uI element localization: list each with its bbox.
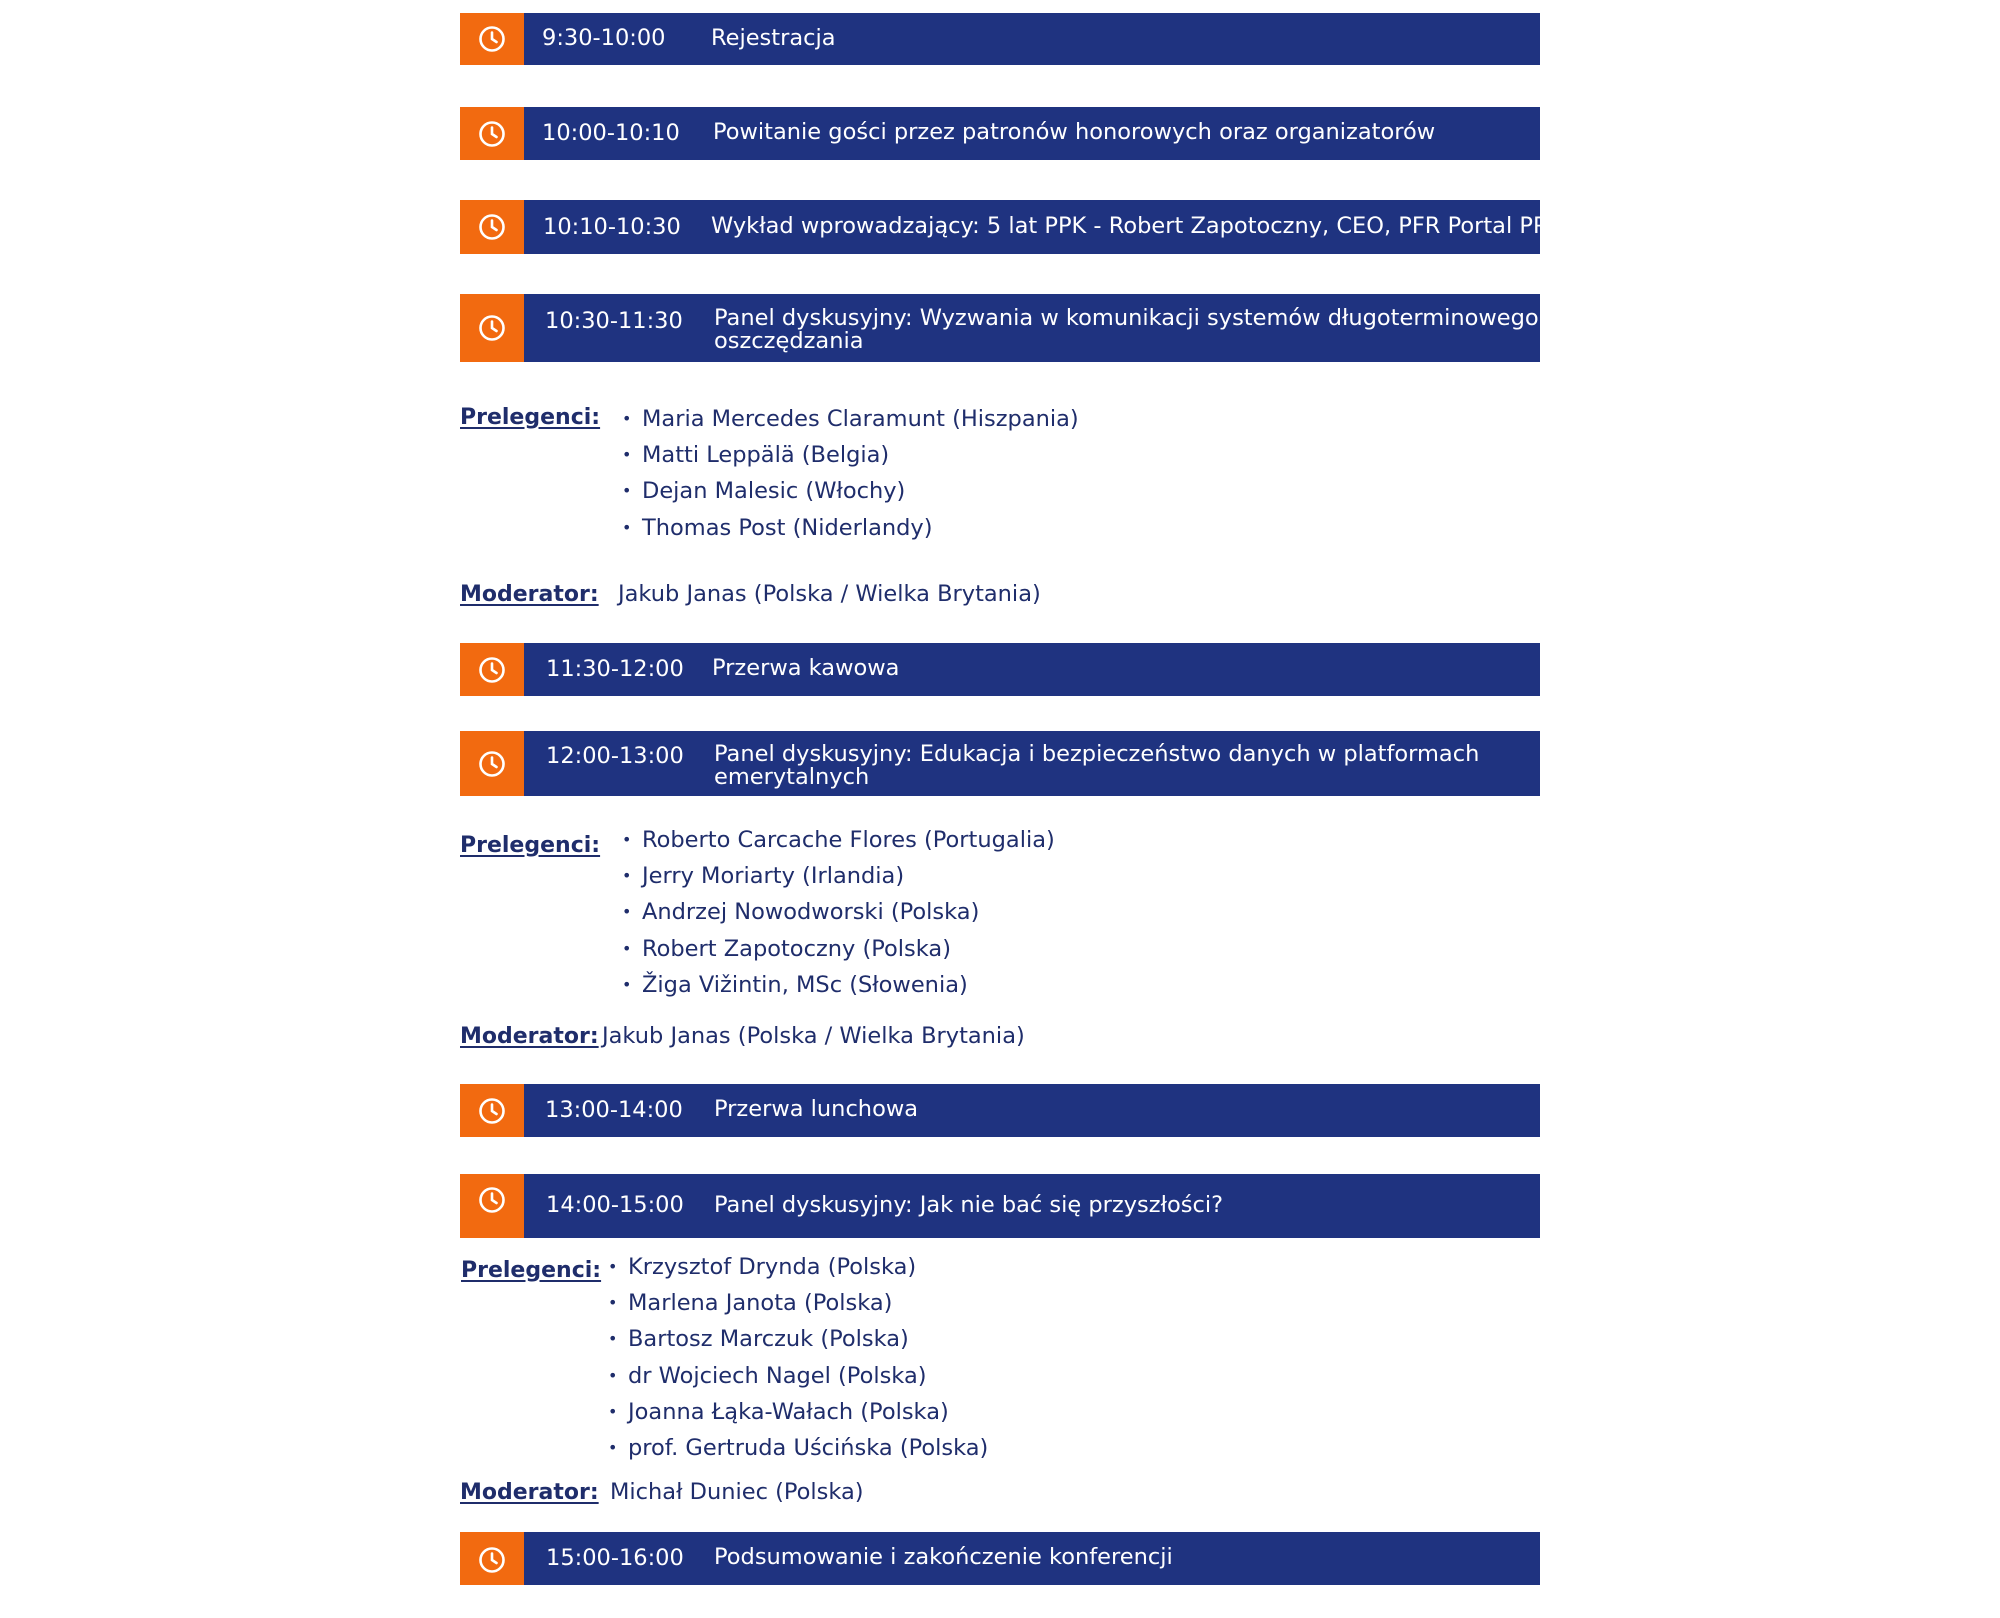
agenda-title: Przerwa kawowa (712, 655, 900, 681)
list-item: • prof. Gertruda Uścińska (Polska) (608, 1434, 989, 1461)
clock-icon (478, 750, 506, 778)
clock-icon (478, 25, 506, 53)
agenda-title: Rejestracja (711, 25, 836, 51)
moderator-label: Moderator: (460, 582, 599, 607)
agenda-time: 13:00-14:00 (545, 1097, 683, 1123)
clock-icon (478, 1186, 506, 1214)
speakers-list-panel-1 (622, 401, 1079, 546)
list-item: • Robert Zapotoczny (Polska) (622, 935, 951, 962)
agenda-time: 10:00-10:10 (542, 120, 680, 146)
moderator-name: Jakub Janas (Polska / Wielka Brytania) (602, 1023, 1025, 1049)
speakers-label: Prelegenci: (460, 833, 601, 858)
agenda-time: 9:30-10:00 (542, 25, 666, 51)
clock-icon (478, 1097, 506, 1125)
speakers-label: Prelegenci: (460, 405, 601, 430)
list-item: • Andrzej Nowodworski (Polska) (622, 899, 980, 926)
list-item: • Marlena Janota (Polska) (608, 1290, 893, 1317)
agenda-time: 12:00-13:00 (546, 743, 684, 769)
list-item: • Bartosz Marczuk (Polska) (608, 1326, 909, 1353)
moderator-name: Jakub Janas (Polska / Wielka Brytania) (618, 581, 1041, 607)
moderator-name: Michał Duniec (Polska) (610, 1479, 864, 1505)
list-item: • Roberto Carcache Flores (Portugalia) (622, 827, 1055, 853)
agenda-time: 15:00-16:00 (546, 1545, 684, 1571)
list-item: • Maria Mercedes Claramunt (Hiszpania) (622, 406, 1079, 432)
agenda-item-panel-3 (460, 1174, 1540, 1238)
agenda-title-line-1: Panel dyskusyjny: Wyzwania w komunikacji systemów długoterminowego (714, 305, 1539, 331)
agenda-item-lunch-break (460, 1084, 1540, 1137)
speakers-list-panel-3 (608, 1249, 988, 1466)
agenda-item-panel-2 (460, 731, 1540, 796)
agenda-item-panel-1 (460, 294, 1540, 362)
agenda-title: Powitanie gości przez patronów honorowych oraz organizatorów (713, 119, 1436, 145)
moderator-label: Moderator: (460, 1480, 599, 1505)
agenda-item-keynote (460, 200, 1562, 254)
agenda-title-line-2: oszczędzania (714, 328, 864, 354)
agenda-title-line-2: emerytalnych (714, 764, 870, 790)
agenda-title-line-1: Panel dyskusyjny: Edukacja i bezpieczeństwo danych w platformach (714, 741, 1480, 767)
moderator-label: Moderator: (460, 1024, 599, 1049)
list-item: • Žiga Vižintin, MSc (Słowenia) (622, 971, 968, 998)
list-item: • dr Wojciech Nagel (Polska) (608, 1362, 927, 1389)
clock-icon (478, 314, 506, 342)
list-item: • Dejan Malesic (Włochy) (622, 478, 906, 505)
list-item: • Jerry Moriarty (Irlandia) (622, 863, 905, 890)
agenda-item-registration (460, 13, 1540, 65)
agenda-title: Podsumowanie i zakończenie konferencji (714, 1544, 1173, 1570)
agenda-title: Przerwa lunchowa (714, 1096, 919, 1122)
agenda-item-closing (460, 1532, 1540, 1585)
speakers-label: Prelegenci: (461, 1258, 602, 1283)
clock-icon (478, 120, 506, 148)
clock-icon (478, 1546, 506, 1574)
list-item: • Matti Leppälä (Belgia) (622, 442, 890, 469)
speakers-list-panel-2 (622, 822, 1055, 1003)
clock-icon (478, 213, 506, 241)
agenda-time: 10:10-10:30 (543, 214, 681, 240)
agenda-item-welcome (460, 107, 1540, 160)
agenda-title: Panel dyskusyjny: Jak nie bać się przyszłości? (714, 1192, 1224, 1218)
clock-icon (478, 656, 506, 684)
list-item: • Joanna Łąka-Wałach (Polska) (608, 1398, 949, 1425)
agenda-time: 10:30-11:30 (545, 308, 683, 334)
list-item: • Thomas Post (Niderlandy) (622, 514, 933, 541)
agenda-time: 11:30-12:00 (546, 656, 684, 682)
list-item: • Krzysztof Drynda (Polska) (608, 1254, 917, 1280)
agenda-time: 14:00-15:00 (546, 1192, 684, 1218)
agenda-title: Wykład wprowadzający: 5 lat PPK - Robert Zapotoczny, CEO, PFR Portal PPK (711, 213, 1562, 239)
agenda-item-coffee-break (460, 643, 1540, 696)
